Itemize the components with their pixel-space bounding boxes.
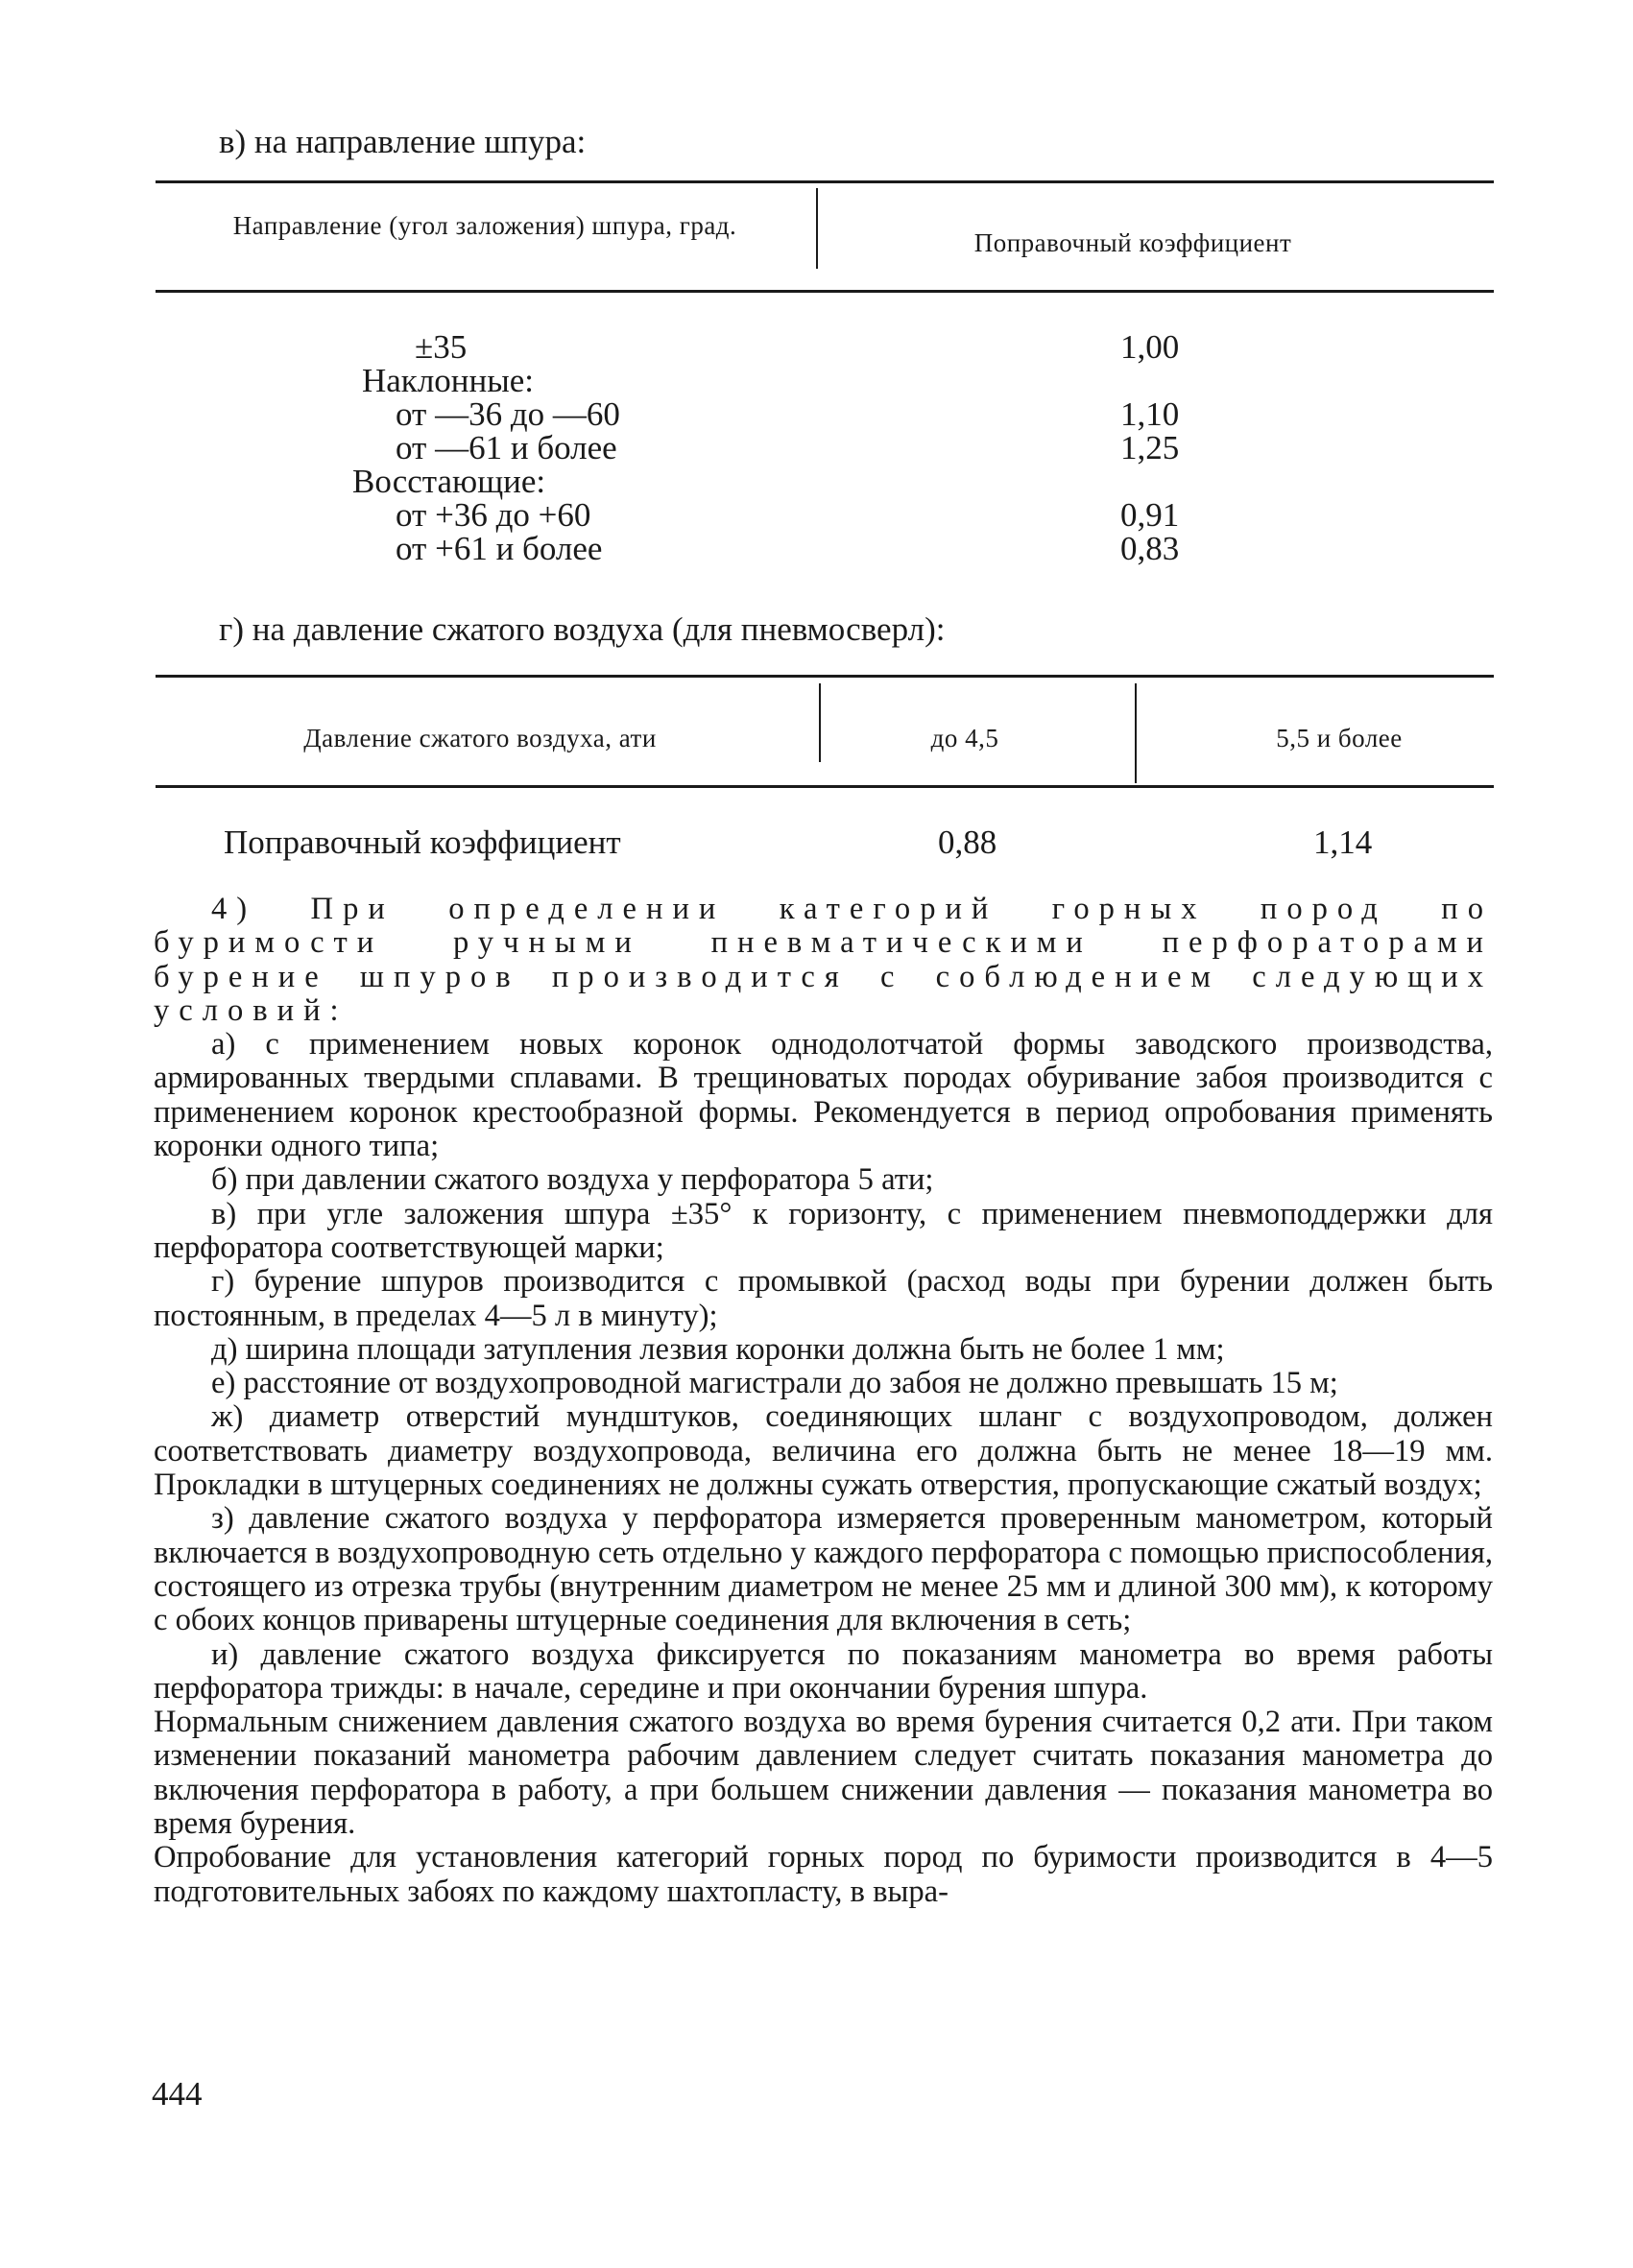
table1-header-rule — [156, 290, 1494, 293]
table1-row-value: 1,25 — [1120, 429, 1180, 466]
table1-row-value: 1,10 — [1120, 395, 1180, 433]
table2-header-col2: 5,5 и более — [1276, 724, 1403, 752]
table1-row-value: 0,83 — [1120, 530, 1180, 567]
paragraph-oprob: Опробование для установления категорий горных пород по буримости производится в 4—5 подготовительных забоях по каждому шахтопласту, в выра- — [154, 1840, 1493, 1909]
paragraph-normal: Нормальным снижением давления сжатого воздуха во время бурения считается 0,2 ати. При таком изменении показаний манометра рабочим давлением следует считать показания манометра до включения перфоратора в работу, а при большем снижении давления — показания манометра во время бурения. — [154, 1705, 1493, 1842]
section-g-caption: г) на давление сжатого воздуха (для пневмосверл): — [219, 610, 946, 648]
section-v-caption: в) на направление шпура: — [219, 123, 587, 160]
paragraph-i: и) давление сжатого воздуха фиксируется по показаниям манометра во время работы перфоратора трижды: в начале, середине и при окончании бурения шпура. — [154, 1636, 1493, 1706]
table1-row-value: 0,91 — [1120, 496, 1180, 534]
table2-top-rule — [156, 675, 1494, 678]
paragraph-a: а) с применением новых коронок однодолотчатой формы заводского производства, армированных твердыми сплавами. В трещиноватых породах обуривание забоя производится с применением коронок крестообразной формы. Рекомендуется в период опробования применять коронки одного типа; — [154, 1027, 1493, 1164]
table2-row-label: Поправочный коэффициент — [224, 824, 621, 861]
paragraph-zh: ж) диаметр отверстий мундштуков, соединяющих шланг с воздухопроводом, должен соответствовать диаметру воздухопровода, величина его должна быть не менее 18—19 мм. Прокладки в штуцерных соединениях не должны сужать отверстия, пропускающие сжатый воздух; — [154, 1399, 1493, 1503]
paragraph-v: в) при угле заложения шпура ±35° к горизонту, с применением пневмоподдержки для перфоратора соответствующей марки; — [154, 1196, 1493, 1265]
page-number: 444 — [152, 2075, 203, 2113]
body-text — [154, 893, 1493, 1909]
table1-row-label: от +61 и более — [396, 530, 603, 567]
table1-row-label: от —61 и более — [396, 429, 617, 466]
paragraph-d: д) ширина площади затупления лезвия коронки должна быть не более 1 мм; — [211, 1331, 1225, 1367]
table1-column-divider — [816, 188, 818, 269]
table2-header-rule — [156, 785, 1494, 788]
table2-header-col1: до 4,5 — [930, 724, 999, 752]
table1-header-direction: Направление (угол заложения) шпура, град. — [232, 211, 737, 240]
table1-header-coefficient: Поправочный коэффициент — [973, 228, 1292, 257]
paragraph-g: г) бурение шпуров производится с промывкой (расход воды при бурении должен быть постоянным, в пределах 4—5 л в минуту); — [154, 1264, 1493, 1333]
paragraph-e: е) расстояние от воздухопроводной магистрали до забоя не должно превышать 15 м; — [211, 1366, 1338, 1401]
table1-row-label: ±35 — [415, 328, 468, 366]
table2-row-value2: 1,14 — [1313, 824, 1373, 861]
paragraph-z: з) давление сжатого воздуха у перфоратора измеряется проверенным манометром, который включается в воздухопроводную сеть отдельно у каждого перфоратора с помощью приспособления, состоящего из отрезка трубы (внутренним диаметром не менее 25 мм и длиной 300 мм), к которому с обоих концов приварены штуцерные соединения для включения в сеть; — [154, 1501, 1493, 1638]
table2-divider-right — [1135, 683, 1137, 783]
paragraph-4: 4) При определении категорий горных пород по буримости ручными пневматическими перфораторами бурение шпуров производится с соблюдением следующих условий: — [154, 892, 1493, 1028]
table1-row-label: от —36 до —60 — [396, 395, 620, 433]
table1-group-label: Восстающие: — [352, 463, 546, 500]
table1-top-rule — [156, 180, 1494, 183]
table2-divider-left — [819, 683, 821, 762]
table1-row-label: от +36 до +60 — [396, 496, 591, 534]
paragraph-b: б) при давлении сжатого воздуха у перфоратора 5 ати; — [211, 1162, 934, 1198]
table1-row-value: 1,00 — [1120, 328, 1180, 366]
table2-header-pressure: Давление сжатого воздуха, ати — [303, 724, 657, 752]
table2-row-value1: 0,88 — [938, 824, 997, 861]
table1-group-label: Наклонные: — [362, 362, 535, 399]
